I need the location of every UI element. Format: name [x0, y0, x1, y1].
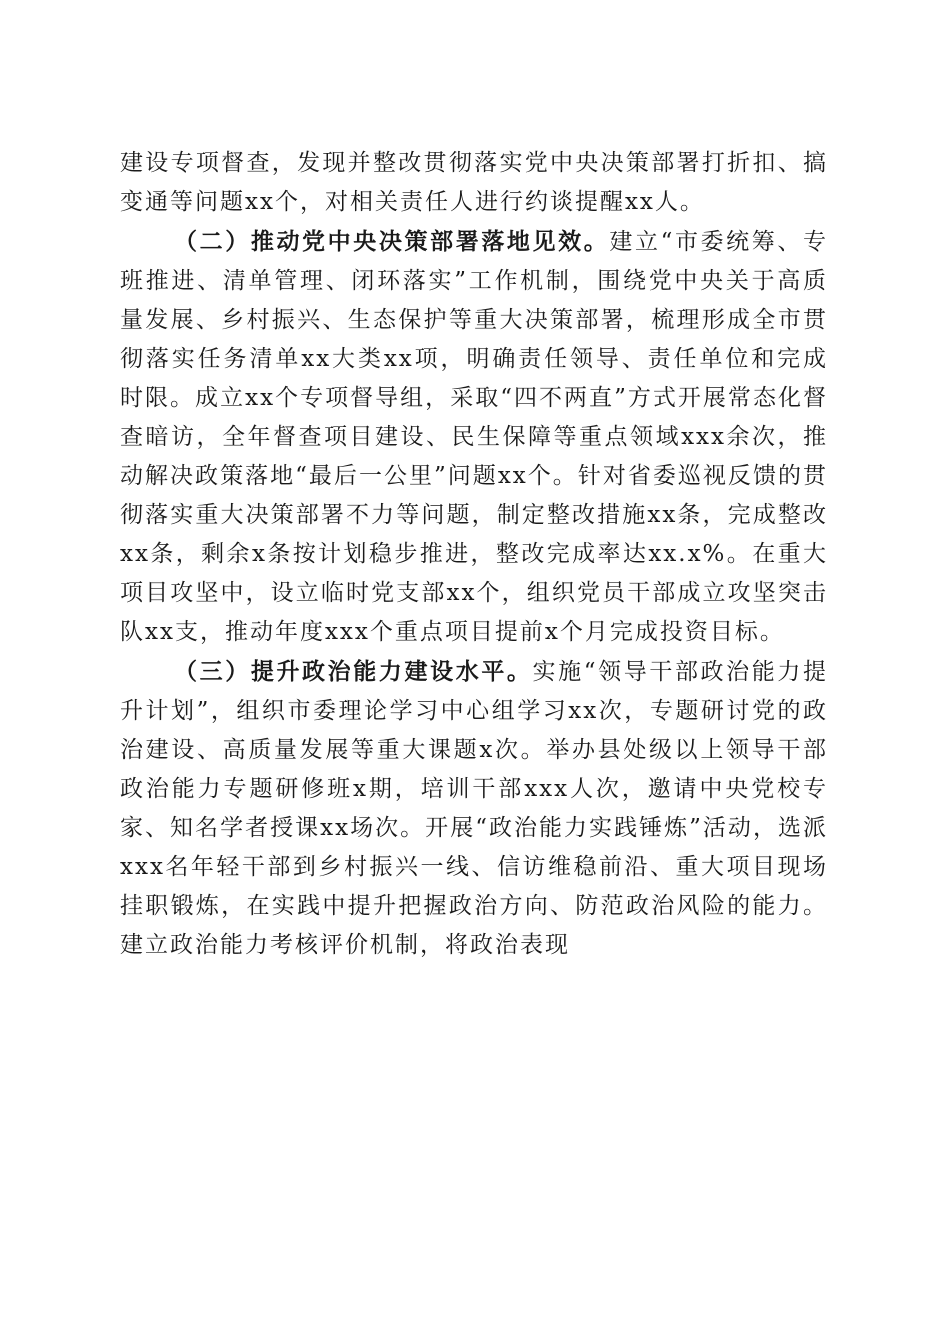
- paragraph-3-heading: （三）提升政治能力建设水平。: [174, 658, 533, 685]
- paragraph-3-text: 实施“领导干部政治能力提升计划”，组织市委理论学习中心组学习xx次，专题研讨党的政治建设、高质量发展等重大课题x次。举办县处级以上领导干部政治能力专题研修班x期，培训干部xxx人次，邀请中央党校专家、知名学者授课xx场次。开展“政治能力实践锤炼”活动，选派xxx名年轻干部到乡村振兴一线、信访维稳前沿、重大项目现场挂职锻炼，在实践中提升把握政治方向、防范政治风险的能力。建立政治能力考核评价机制，将政治表现: [120, 659, 828, 958]
- paragraph-3: [120, 652, 828, 965]
- paragraph-1-text: 建设专项督查，发现并整改贯彻落实党中央决策部署打折扣、搞变通等问题xx个，对相关责任人进行约谈提醒xx人。: [120, 150, 828, 215]
- paragraph-2: [120, 222, 828, 652]
- paragraph-1: [120, 144, 828, 222]
- paragraph-2-heading: （二）推动党中央决策部署落地见效。: [174, 228, 610, 255]
- document-body: [120, 144, 828, 965]
- paragraph-2-text: 建立“市委统筹、专班推进、清单管理、闭环落实”工作机制，围绕党中央关于高质量发展、乡村振兴、生态保护等重大决策部署，梳理形成全市贯彻落实任务清单xx大类xx项，明确责任领导、责任单位和完成时限。成立xx个专项督导组，采取“四不两直”方式开展常态化督查暗访，全年督查项目建设、民生保障等重点领域xxx余次，推动解决政策落地“最后一公里”问题xx个。针对省委巡视反馈的贯彻落实重大决策部署不力等问题，制定整改措施xx条，完成整改xx条，剩余x条按计划稳步推进，整改完成率达xx.x%。在重大项目攻坚中，设立临时党支部xx个，组织党员干部成立攻坚突击队xx支，推动年度xxx个重点项目提前x个月完成投资目标。: [120, 229, 828, 645]
